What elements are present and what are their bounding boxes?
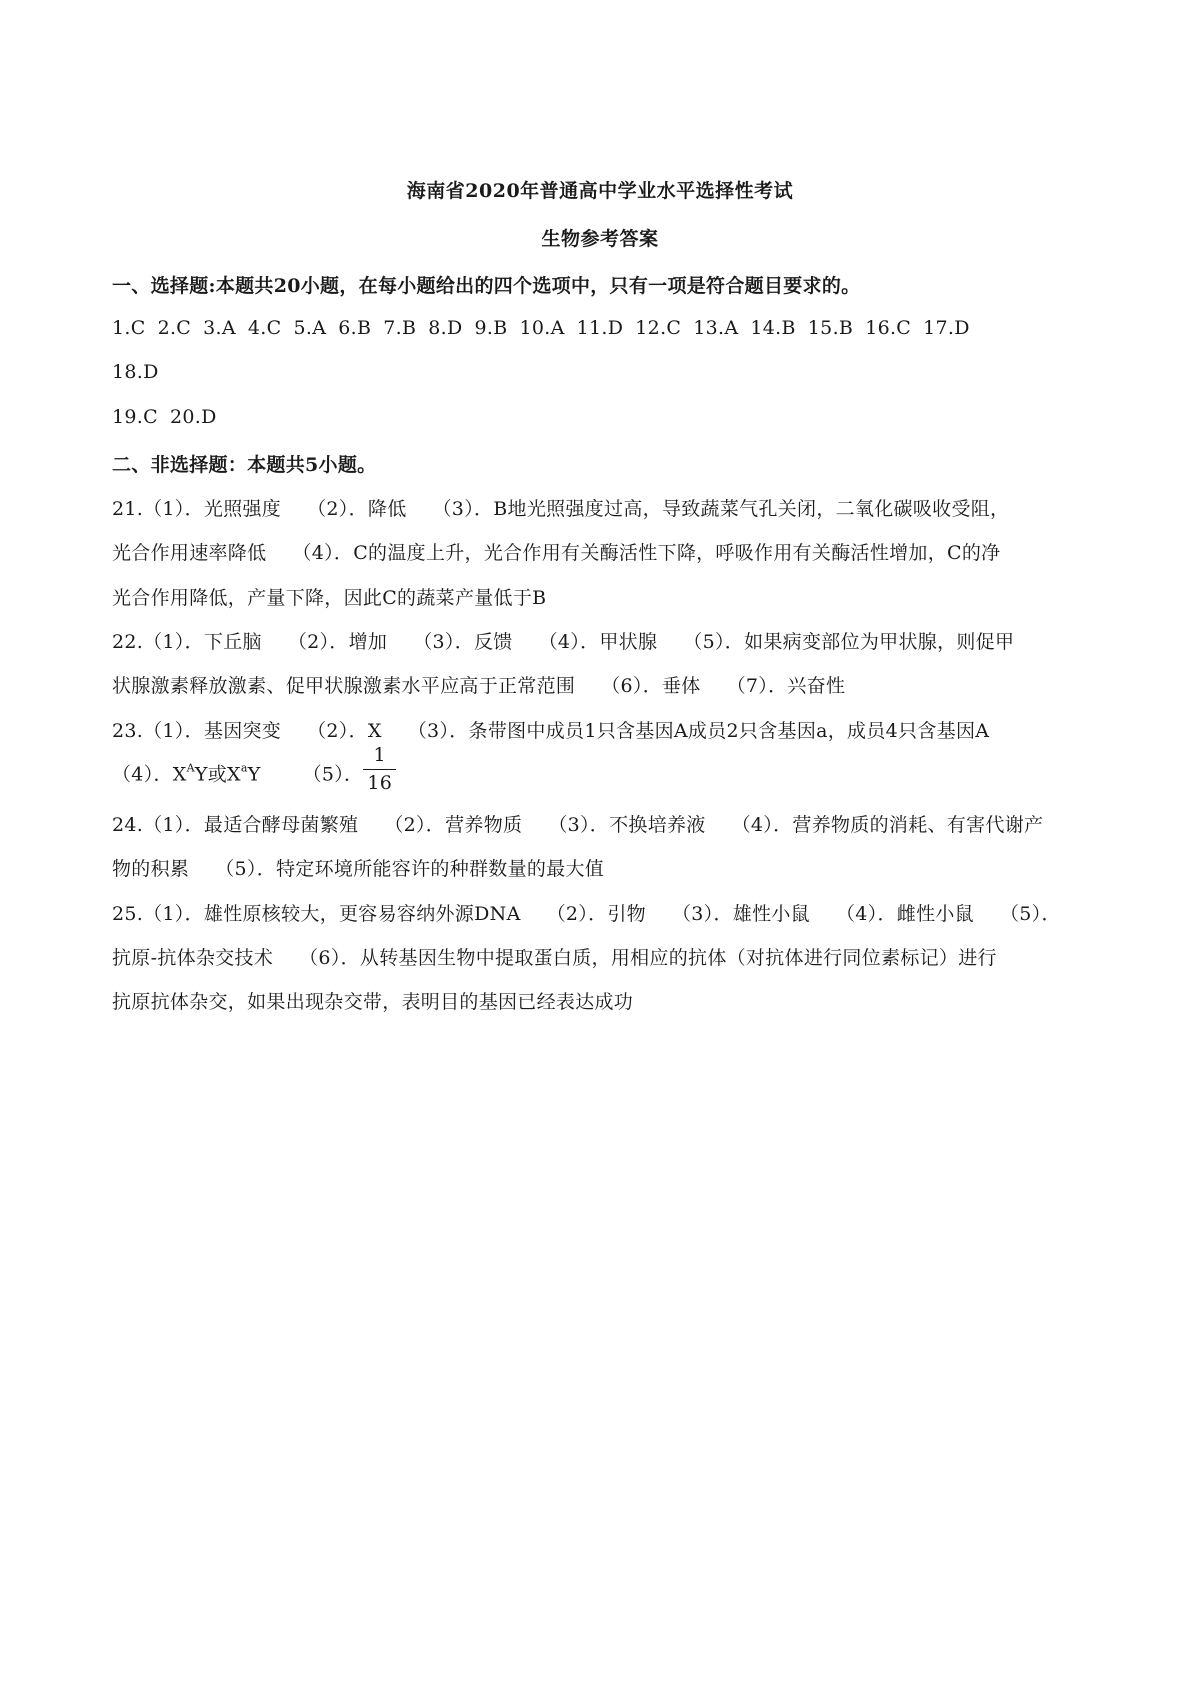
section2-heading: 二、非选择题：本题共5小题。: [112, 454, 377, 476]
answer-segment: （2）．引物: [546, 903, 646, 925]
q24-line2: [112, 854, 1102, 881]
answer-segment: 抗原抗体杂交，如果出现杂交带，表明目的基因已经表达成功: [112, 991, 634, 1013]
choice-answer: 20.D: [169, 406, 217, 428]
answer-segment: 25.（1）．雄性原核较大，更容易容纳外源DNA: [112, 903, 521, 925]
q23-part4-suffix: Y: [247, 763, 261, 786]
choice-answer: 13.A: [693, 317, 739, 339]
q25-line1: [112, 899, 1102, 926]
q21-line2: [112, 538, 1102, 565]
answer-segment: （5）．如果病变部位为甲状腺，则促甲: [683, 631, 1015, 653]
choice-answer: 5.A: [293, 317, 327, 339]
choice-answer: 15.B: [807, 317, 854, 339]
q25-line2: [112, 943, 1102, 970]
q23-line1: [112, 716, 1102, 743]
answer-segment: （3）．雄性小鼠: [671, 903, 810, 925]
choice-answer: 18.D: [112, 361, 159, 383]
answer-segment: （6）．从转基因生物中提取蛋白质，用相应的抗体（对抗体进行同位素标记）进行: [299, 947, 997, 969]
q21-line1: [112, 494, 1102, 521]
answer-segment: （2）．降低: [307, 498, 407, 520]
answer-segment: （6）．垂体: [601, 675, 701, 697]
choice-answer: 6.B: [338, 317, 372, 339]
choice-answer: 16.C: [865, 317, 912, 339]
choice-answer: 7.B: [383, 317, 417, 339]
fraction-numerator: 1: [373, 744, 386, 766]
q22-line2: [112, 671, 1102, 698]
answer-segment: （4）．C的温度上升，光合作用有关酶活性下降，呼吸作用有关酶活性增加，C的净: [292, 542, 1001, 564]
q23-part5-label: （5）．: [302, 763, 364, 786]
q23-part4-mid: Y或X: [194, 763, 241, 786]
answer-segment: （7）．兴奋性: [726, 675, 846, 697]
choice-answer: 11.D: [576, 317, 624, 339]
answer-segment: 状腺激素释放激素、促甲状腺激素水平应高于正常范围: [112, 675, 576, 697]
answer-segment: 光合作用速率降低: [112, 542, 267, 564]
choice-answer: 17.D: [923, 317, 970, 339]
document-subtitle: 生物参考答案: [541, 228, 659, 250]
fraction-one-sixteenth: [363, 746, 396, 793]
q21-line3: [112, 583, 1102, 610]
answer-segment: （3）．B地光照强度过高，导致蔬菜气孔关闭，二氧化碳吸收受阻，: [432, 498, 1010, 520]
choice-answer: 8.D: [428, 317, 463, 339]
q23-line2: [112, 744, 1102, 799]
choice-answer: 9.B: [474, 317, 508, 339]
section1-heading: 一、选择题:本题共20小题，在每小题给出的四个选项中，只有一项是符合题目要求的。: [112, 275, 861, 297]
answer-segment: 物的积累: [112, 858, 190, 880]
answer-segment: （5）．: [999, 903, 1061, 925]
choice-answer: 19.C: [112, 406, 158, 428]
answer-segment: （3）．不换培养液: [548, 814, 706, 836]
choice-answer: 2.C: [157, 317, 192, 339]
answer-segment: （4）．甲状腺: [538, 631, 658, 653]
answer-segment: （2）．X: [307, 720, 382, 742]
answer-segment: 抗原-抗体杂交技术: [112, 947, 274, 969]
answer-segment: 光合作用降低，产量下降，因此C的蔬菜产量低于B: [112, 587, 547, 609]
answer-segment: （2）．增加: [287, 631, 388, 653]
answer-segment: （3）．条带图中成员1只含基因A成员2只含基因a，成员4只含基因A: [407, 720, 990, 742]
answer-segment: 24.（1）．最适合酵母菌繁殖: [112, 814, 359, 836]
allele-A-superscript: A: [186, 761, 195, 775]
choice-answer: 10.A: [519, 317, 565, 339]
answer-segment: （4）．营养物质的消耗、有害代谢产: [731, 814, 1044, 836]
q25-line3: [112, 987, 1102, 1014]
answer-segment: 23.（1）．基因突变: [112, 720, 282, 742]
answer-segment: （3）．反馈: [413, 631, 513, 653]
choice-answer: 12.C: [635, 317, 682, 339]
q23-part4-prefix: （4）．X: [112, 763, 187, 786]
q24-line1: [112, 810, 1102, 837]
q22-line1: [112, 627, 1102, 654]
answer-segment: （4）．雌性小鼠: [835, 903, 974, 925]
choice-answer: 4.C: [247, 317, 282, 339]
choice-answers-row1: [112, 317, 1102, 339]
choice-answer: 14.B: [750, 317, 796, 339]
answer-segment: 22.（1）．下丘脑: [112, 631, 262, 653]
document-title: 海南省2020年普通高中学业水平选择性考试: [406, 180, 794, 202]
choice-answers-row3: [112, 406, 1102, 428]
choice-answers-row2: [112, 361, 1102, 383]
fraction-denominator: 16: [363, 769, 396, 793]
answer-segment: 21.（1）．光照强度: [112, 498, 282, 520]
choice-answer: 3.A: [203, 317, 236, 339]
answer-segment: （5）．特定环境所能容许的种群数量的最大值: [215, 858, 605, 880]
allele-a-superscript: a: [240, 761, 248, 775]
choice-answer: 1.C: [112, 317, 146, 339]
answer-segment: （2）．营养物质: [384, 814, 523, 836]
